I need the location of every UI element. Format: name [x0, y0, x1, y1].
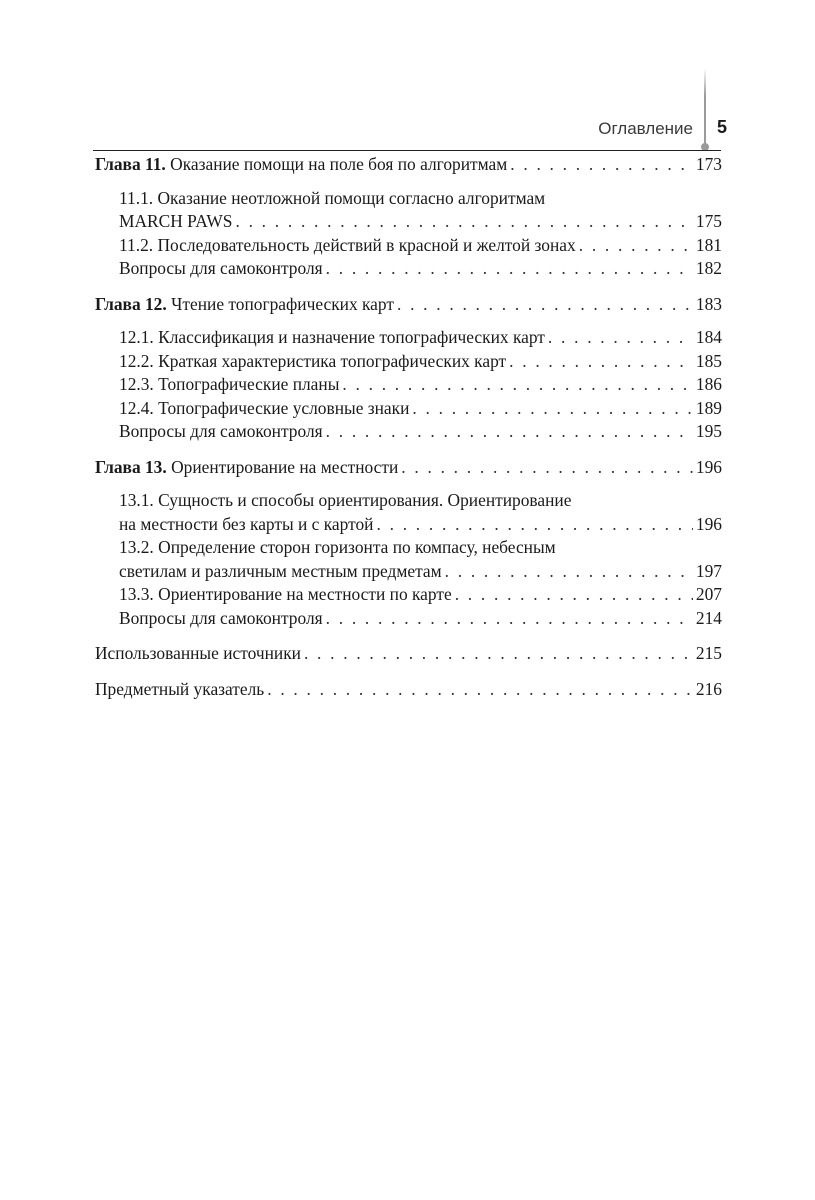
- leader-dots: [235, 210, 692, 234]
- toc-questions-13[interactable]: [95, 607, 722, 631]
- toc-section-13-1[interactable]: [95, 513, 722, 537]
- section-title: Вопросы для самоконтроля: [119, 258, 323, 278]
- leader-dots: [304, 642, 693, 666]
- page-ref: 185: [695, 350, 722, 371]
- leader-dots: [548, 326, 693, 350]
- section-title: Использованные источники: [95, 643, 301, 663]
- page-ref: 215: [695, 643, 722, 663]
- section-title: 12.1. Классификация и назначение топографических карт: [119, 327, 545, 347]
- page-ref: 186: [695, 374, 722, 394]
- page-ref: 195: [695, 421, 722, 441]
- section-title: 12.4. Топографические условные знаки: [119, 397, 410, 418]
- toc-sources[interactable]: [95, 642, 722, 666]
- section-title: 13.3. Ориентирование на местности по карте: [119, 584, 452, 604]
- page-ref: 182: [695, 258, 722, 278]
- page-ref: 173: [695, 154, 722, 174]
- running-header: Оглавление: [598, 119, 693, 138]
- chapter-label: Глава 11.: [95, 154, 166, 174]
- leader-dots: [509, 350, 693, 374]
- leader-dots: [342, 373, 693, 397]
- section-title-cont: светилам и различным местным предметам: [119, 560, 442, 581]
- page-ref: 214: [695, 607, 722, 628]
- leader-dots: [455, 583, 693, 607]
- toc-questions-11[interactable]: [95, 257, 722, 281]
- page-ref: 175: [695, 211, 722, 231]
- section-title-cont: на местности без карты и с картой: [119, 513, 374, 534]
- leader-dots: [397, 293, 693, 317]
- toc-section-12-3[interactable]: [95, 373, 722, 397]
- toc-section-13-2-line1[interactable]: [95, 536, 722, 560]
- header-divider: [704, 68, 706, 148]
- toc-section-11-2[interactable]: [95, 234, 722, 258]
- toc-section-11-1[interactable]: [95, 210, 722, 234]
- toc-chapter-13[interactable]: [95, 456, 722, 480]
- section-title: Предметный указатель: [95, 678, 265, 699]
- toc-section-12-4[interactable]: [95, 397, 722, 421]
- leader-dots: [412, 397, 692, 421]
- section-title: 12.3. Топографические планы: [119, 374, 340, 394]
- leader-dots: [401, 456, 693, 480]
- section-title: 11.1. Оказание неотложной помощи согласно алгоритмам: [119, 187, 546, 208]
- page-number: 5: [717, 117, 728, 137]
- table-of-contents: [95, 153, 722, 701]
- section-title: 13.1. Сущность и способы ориентирования. Ориентирование: [119, 490, 572, 510]
- section-title: 13.2. Определение сторон горизонта по компасу, небесным: [119, 537, 556, 557]
- section-title: 11.2. Последовательность действий в красной и желтой зонах: [119, 234, 576, 255]
- toc-section-13-3[interactable]: [95, 583, 722, 607]
- toc-section-11-1-line1[interactable]: [95, 187, 722, 211]
- section-title-cont: MARCH PAWS: [119, 211, 233, 231]
- header-rule: [93, 150, 721, 151]
- section-title: Вопросы для самоконтроля: [119, 607, 323, 628]
- leader-dots: [326, 607, 693, 631]
- leader-dots: [377, 513, 693, 537]
- leader-dots: [510, 153, 693, 177]
- page-ref: 207: [695, 584, 722, 604]
- toc-section-12-2[interactable]: [95, 350, 722, 374]
- toc-section-12-1[interactable]: [95, 326, 722, 350]
- chapter-label: Глава 13.: [95, 456, 167, 477]
- page-ref: 183: [695, 293, 722, 314]
- page-ref: 181: [695, 234, 722, 255]
- page-ref: 189: [695, 397, 722, 418]
- section-title: Вопросы для самоконтроля: [119, 421, 323, 441]
- page-ref: 184: [695, 327, 722, 347]
- leader-dots: [445, 560, 693, 584]
- leader-dots: [579, 234, 693, 258]
- toc-questions-12[interactable]: [95, 420, 722, 444]
- toc-section-13-2[interactable]: [95, 560, 722, 584]
- chapter-label: Глава 12.: [95, 293, 167, 314]
- leader-dots: [267, 678, 693, 702]
- chapter-title: Чтение топографических карт: [171, 293, 394, 314]
- chapter-title: Ориентирование на местности: [171, 456, 399, 477]
- chapter-title: Оказание помощи на поле боя по алгоритмам: [170, 154, 508, 174]
- toc-chapter-12[interactable]: [95, 293, 722, 317]
- page-ref: 196: [695, 513, 722, 534]
- toc-section-13-1-line1[interactable]: [95, 489, 722, 513]
- page-ref: 197: [695, 560, 722, 581]
- page-ref: 196: [695, 456, 722, 477]
- leader-dots: [326, 420, 693, 444]
- toc-chapter-11[interactable]: [95, 153, 722, 177]
- leader-dots: [326, 257, 693, 281]
- page-ref: 216: [695, 678, 722, 699]
- section-title: 12.2. Краткая характеристика топографических карт: [119, 350, 507, 371]
- toc-index[interactable]: [95, 678, 722, 702]
